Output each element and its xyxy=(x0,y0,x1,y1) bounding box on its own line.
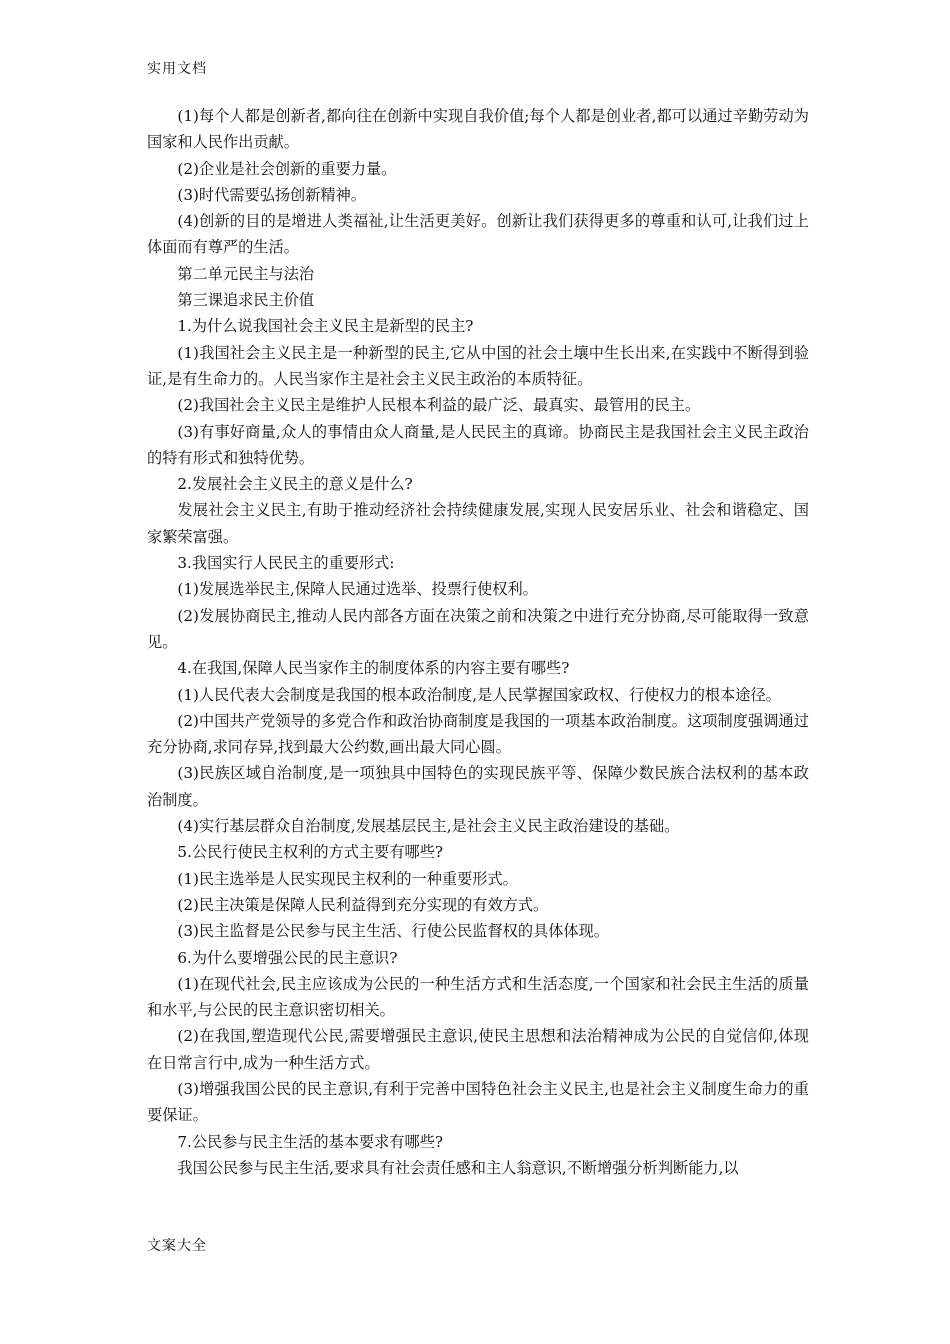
paragraph: (2)民主决策是保障人民利益得到充分实现的有效方式。 xyxy=(177,895,549,914)
paragraph: (1)发展选举民主,保障人民通过选举、投票行使权利。 xyxy=(177,580,538,599)
paragraph: (1)民主选举是人民实现民主权利的一种重要形式。 xyxy=(177,869,518,888)
paragraph: (2)我国社会主义民主是维护人民根本利益的最广泛、最真实、最管用的民主。 xyxy=(177,396,701,415)
paragraph: (2)发展协商民主,推动人民内部各方面在决策之前和决策之中进行充分协商,尽可能取得一致意见。 xyxy=(147,606,809,651)
paragraph: (3)增强我国公民的民主意识,有利于完善中国特色社会主义民主,也是社会主义制度生命力的重要保证。 xyxy=(147,1079,809,1125)
question: 1.为什么说我国社会主义民主是新型的民主? xyxy=(177,317,474,336)
paragraph: (1)每个人都是创新者,都向往在创新中实现自我价值;每个人都是创业者,都可以通过辛勤劳动为国家和人民作出贡献。 xyxy=(147,107,809,152)
page-header: 实用文档 xyxy=(147,61,207,77)
question: 5.公民行使民主权利的方式主要有哪些? xyxy=(177,843,444,862)
lesson-heading: 第三课追求民主价值 xyxy=(177,291,315,310)
page-footer: 文案大全 xyxy=(147,1238,207,1254)
paragraph: (4)实行基层群众自治制度,发展基层民主,是社会主义民主政治建设的基础。 xyxy=(177,817,680,836)
unit-heading: 第二单元民主与法治 xyxy=(177,264,315,283)
question: 7.公民参与民主生活的基本要求有哪些? xyxy=(177,1132,444,1151)
paragraph: (1)我国社会主义民主是一种新型的民主,它从中国的社会土壤中生长出来,在实践中不断得到验证,是有生命力的。人民当家作主是社会主义民主政治的本质特征。 xyxy=(147,343,809,388)
question: 2.发展社会主义民主的意义是什么? xyxy=(177,475,413,494)
paragraph: (1)在现代社会,民主应该成为公民的一种生活方式和生活态度,一个国家和社会民主生活的质量和水平,与公民的民主意识密切相关。 xyxy=(147,974,809,1020)
paragraph: (3)有事好商量,众人的事情由众人商量,是人民民主的真谛。协商民主是我国社会主义民主政治的特有形式和独特优势。 xyxy=(147,422,809,467)
paragraph: 发展社会主义民主,有助于推动经济社会持续健康发展,实现人民安居乐业、社会和谐稳定、国家繁荣富强。 xyxy=(147,501,809,546)
paragraph: (1)人民代表大会制度是我国的根本政治制度,是人民掌握国家政权、行使权力的根本途径。 xyxy=(177,685,781,704)
paragraph: 我国公民参与民主生活,要求具有社会责任感和主人翁意识,不断增强分析判断能力,以 xyxy=(177,1158,739,1177)
paragraph: (2)在我国,塑造现代公民,需要增强民主意识,使民主思想和法治精神成为公民的自觉信仰,体现在日常言行中,成为一种生活方式。 xyxy=(147,1027,809,1072)
paragraph: (3)民主监督是公民参与民主生活、行使公民监督权的具体体现。 xyxy=(177,922,609,941)
paragraph: (3)时代需要弘扬创新精神。 xyxy=(177,185,366,204)
question: 6.为什么要增强公民的民主意识? xyxy=(177,948,398,967)
paragraph: (3)民族区域自治制度,是一项独具中国特色的实现民族平等、保障少数民族合法权利的基本政治制度。 xyxy=(147,764,809,809)
question: 3.我国实行人民民主的重要形式: xyxy=(177,554,395,573)
document-body xyxy=(147,103,809,1181)
paragraph: (4)创新的目的是增进人类福祉,让生活更美好。创新让我们获得更多的尊重和认可,让我们过上体面而有尊严的生活。 xyxy=(147,212,809,257)
paragraph: (2)中国共产党领导的多党合作和政治协商制度是我国的一项基本政治制度。这项制度强调通过充分协商,求同存异,找到最大公约数,画出最大同心圆。 xyxy=(147,711,809,757)
paragraph: (2)企业是社会创新的重要力量。 xyxy=(177,159,397,178)
question: 4.在我国,保障人民当家作主的制度体系的内容主要有哪些? xyxy=(177,659,570,678)
